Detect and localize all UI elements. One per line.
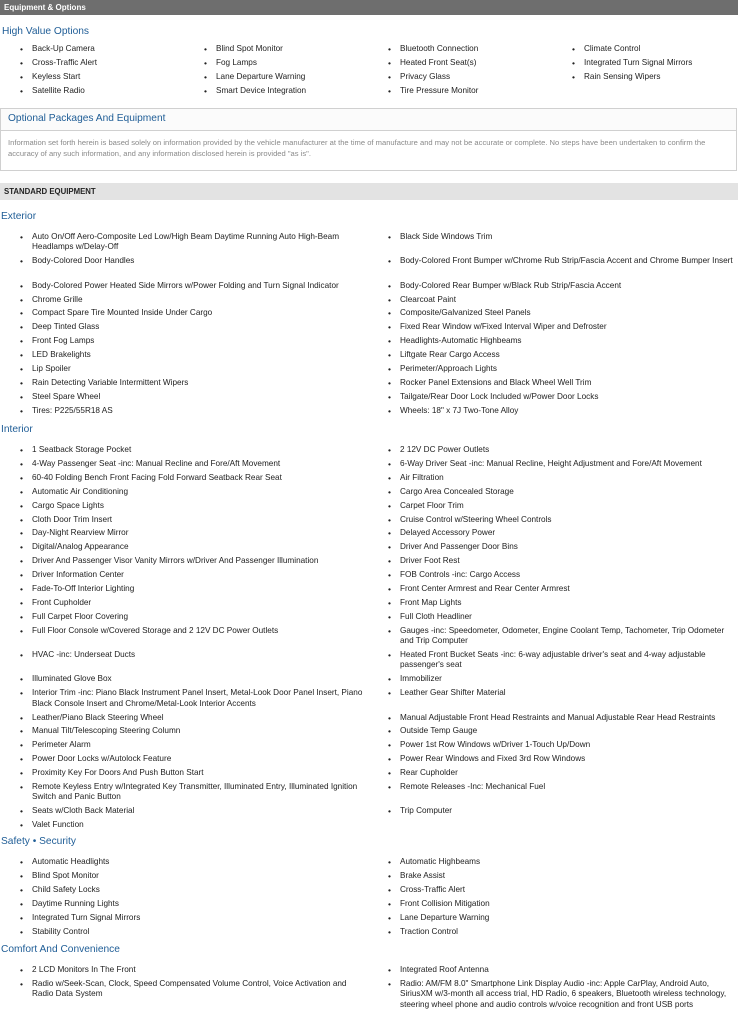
high-value-item: • Keyless Start bbox=[0, 72, 180, 86]
equipment-item: • Chrome Grille bbox=[0, 295, 367, 305]
high-value-options-title: High Value Options bbox=[2, 26, 90, 37]
equipment-item: • Headlights-Automatic Highbeams bbox=[368, 336, 737, 346]
equipment-item: • LED Brakelights bbox=[0, 350, 367, 360]
equipment-item: • Leather/Piano Black Steering Wheel bbox=[0, 713, 367, 723]
high-value-column bbox=[0, 44, 180, 100]
equipment-item: • Air Filtration bbox=[368, 473, 737, 483]
equipment-item: • Front Center Armrest and Rear Center Armrest bbox=[368, 584, 737, 594]
equipment-item: • Cruise Control w/Steering Wheel Controls bbox=[368, 515, 737, 525]
equipment-item: • Auto On/Off Aero-Composite Led Low/High Beam Daytime Running Auto High-Beam Headlamps w/Delay-Off bbox=[0, 232, 367, 253]
equipment-item: • Body-Colored Front Bumper w/Chrome Rub Strip/Fascia Accent and Chrome Bumper Insert bbox=[368, 256, 737, 266]
high-value-item: • Bluetooth Connection bbox=[368, 44, 548, 58]
equipment-item: • Power 1st Row Windows w/Driver 1-Touch Up/Down bbox=[368, 740, 737, 750]
equipment-item: • Front Collision Mitigation bbox=[368, 899, 737, 909]
equipment-item: • Body-Colored Rear Bumper w/Black Rub Strip/Fascia Accent bbox=[368, 281, 737, 291]
high-value-item: • Rain Sensing Wipers bbox=[552, 72, 732, 86]
optional-packages-header bbox=[0, 108, 737, 130]
equipment-item: • FOB Controls -inc: Cargo Access bbox=[368, 570, 737, 580]
equipment-item: • Carpet Floor Trim bbox=[368, 501, 737, 511]
equipment-item: • Deep Tinted Glass bbox=[0, 322, 367, 332]
equipment-item: • Tires: P225/55R18 AS bbox=[0, 406, 367, 416]
equipment-item: • Perimeter Alarm bbox=[0, 740, 367, 750]
equipment-item: • HVAC -inc: Underseat Ducts bbox=[0, 650, 367, 660]
equipment-item: • Digital/Analog Appearance bbox=[0, 542, 367, 552]
high-value-item: • Heated Front Seat(s) bbox=[368, 58, 548, 72]
equipment-item: • Interior Trim -inc: Piano Black Instrument Panel Insert, Metal-Look Door Panel Insert, Piano Black Console Insert and Chrome/Metal-Look Interior Accents bbox=[0, 688, 367, 709]
equipment-item: • Delayed Accessory Power bbox=[368, 528, 737, 538]
equipment-item: • Remote Releases -Inc: Mechanical Fuel bbox=[368, 782, 737, 792]
equipment-item: • Tailgate/Rear Door Lock Included w/Power Door Locks bbox=[368, 392, 737, 402]
equipment-options-bar: Equipment & Options bbox=[0, 0, 738, 15]
optional-packages-title: Optional Packages And Equipment bbox=[8, 113, 166, 124]
equipment-item: • Trip Computer bbox=[368, 806, 737, 816]
high-value-item: • Lane Departure Warning bbox=[184, 72, 364, 86]
high-value-column bbox=[184, 44, 364, 100]
equipment-item: • Front Fog Lamps bbox=[0, 336, 367, 346]
equipment-item: • 2 LCD Monitors In The Front bbox=[0, 965, 367, 975]
high-value-item: • Cross-Traffic Alert bbox=[0, 58, 180, 72]
equipment-item: • Valet Function bbox=[0, 820, 367, 830]
high-value-item: • Privacy Glass bbox=[368, 72, 548, 86]
equipment-item: • Daytime Running Lights bbox=[0, 899, 367, 909]
equipment-item: • Rocker Panel Extensions and Black Wheel Well Trim bbox=[368, 378, 737, 388]
equipment-item: • Wheels: 18" x 7J Two-Tone Alloy bbox=[368, 406, 737, 416]
equipment-item: • 4-Way Passenger Seat -inc: Manual Recline and Fore/Aft Movement bbox=[0, 459, 367, 469]
equipment-item: • Leather Gear Shifter Material bbox=[368, 688, 737, 698]
equipment-item: • Driver Foot Rest bbox=[368, 556, 737, 566]
equipment-item: • Full Carpet Floor Covering bbox=[0, 612, 367, 622]
high-value-item: • Back-Up Camera bbox=[0, 44, 180, 58]
equipment-item: • Fixed Rear Window w/Fixed Interval Wiper and Defroster bbox=[368, 322, 737, 332]
equipment-item: • Body-Colored Power Heated Side Mirrors w/Power Folding and Turn Signal Indicator bbox=[0, 281, 367, 291]
equipment-item: • Cargo Area Concealed Storage bbox=[368, 487, 737, 497]
high-value-item: • Tire Pressure Monitor bbox=[368, 86, 548, 100]
equipment-item: • Full Floor Console w/Covered Storage and 2 12V DC Power Outlets bbox=[0, 626, 367, 636]
equipment-item: • Illuminated Glove Box bbox=[0, 674, 367, 684]
equipment-item: • Driver Information Center bbox=[0, 570, 367, 580]
equipment-item: • Radio: AM/FM 8.0" Smartphone Link Display Audio -inc: Apple CarPlay, Android Auto, SiriusXM w/3-month all access trial, HD Radio, 6 speakers, Bluetooth wireless technology, steering wheel phone and audio controls w/voice recognition and front USB ports bbox=[368, 979, 737, 1010]
equipment-item: • Front Cupholder bbox=[0, 598, 367, 608]
equipment-item: • Integrated Roof Antenna bbox=[368, 965, 737, 975]
disclaimer-text: Information set forth herein is based solely on information provided by the vehicle manufacturer at the time of manufacture and may not be accurate or complete. No steps have been undertaken to confirm the accuracy of any such information, and any information disclosed herein is provided "as is". bbox=[0, 130, 737, 171]
equipment-item: • Front Map Lights bbox=[368, 598, 737, 608]
equipment-item: • Brake Assist bbox=[368, 871, 737, 881]
equipment-item: • Proximity Key For Doors And Push Button Start bbox=[0, 768, 367, 778]
equipment-item: • Child Safety Locks bbox=[0, 885, 367, 895]
equipment-item: • 2 12V DC Power Outlets bbox=[368, 445, 737, 455]
high-value-item: • Fog Lamps bbox=[184, 58, 364, 72]
equipment-item: • Outside Temp Gauge bbox=[368, 726, 737, 736]
high-value-column bbox=[368, 44, 548, 100]
equipment-item: • Radio w/Seek-Scan, Clock, Speed Compensated Volume Control, Voice Activation and Radio Data System bbox=[0, 979, 367, 1000]
equipment-item: • Gauges -inc: Speedometer, Odometer, Engine Coolant Temp, Tachometer, Trip Odometer and Trip Computer bbox=[368, 626, 737, 647]
equipment-item: • 1 Seatback Storage Pocket bbox=[0, 445, 367, 455]
equipment-item: • Cloth Door Trim Insert bbox=[0, 515, 367, 525]
equipment-item: • Fade-To-Off Interior Lighting bbox=[0, 584, 367, 594]
equipment-item: • Seats w/Cloth Back Material bbox=[0, 806, 367, 816]
equipment-item: • Compact Spare Tire Mounted Inside Under Cargo bbox=[0, 308, 367, 318]
section-title-interior: Interior bbox=[1, 424, 33, 435]
high-value-item: • Climate Control bbox=[552, 44, 732, 58]
equipment-item: • Rear Cupholder bbox=[368, 768, 737, 778]
equipment-item: • Automatic Air Conditioning bbox=[0, 487, 367, 497]
high-value-column bbox=[552, 44, 732, 86]
equipment-item: • Automatic Highbeams bbox=[368, 857, 737, 867]
high-value-item: • Integrated Turn Signal Mirrors bbox=[552, 58, 732, 72]
equipment-item: • Day-Night Rearview Mirror bbox=[0, 528, 367, 538]
high-value-item: • Satellite Radio bbox=[0, 86, 180, 100]
equipment-item: • Manual Tilt/Telescoping Steering Column bbox=[0, 726, 367, 736]
equipment-item: • Rain Detecting Variable Intermittent Wipers bbox=[0, 378, 367, 388]
equipment-item: • Driver And Passenger Door Bins bbox=[368, 542, 737, 552]
equipment-item: • Cross-Traffic Alert bbox=[368, 885, 737, 895]
equipment-item: • Perimeter/Approach Lights bbox=[368, 364, 737, 374]
equipment-item: • Integrated Turn Signal Mirrors bbox=[0, 913, 367, 923]
equipment-item: • Steel Spare Wheel bbox=[0, 392, 367, 402]
equipment-item: • 60-40 Folding Bench Front Facing Fold Forward Seatback Rear Seat bbox=[0, 473, 367, 483]
equipment-item: • Automatic Headlights bbox=[0, 857, 367, 867]
equipment-item: • Lane Departure Warning bbox=[368, 913, 737, 923]
equipment-item: • Liftgate Rear Cargo Access bbox=[368, 350, 737, 360]
high-value-options-grid bbox=[0, 44, 738, 100]
equipment-item: • Lip Spoiler bbox=[0, 364, 367, 374]
equipment-item: • Full Cloth Headliner bbox=[368, 612, 737, 622]
equipment-item: • Blind Spot Monitor bbox=[0, 871, 367, 881]
section-title-comfort-convenience: Comfort And Convenience bbox=[1, 944, 120, 955]
equipment-item: • Clearcoat Paint bbox=[368, 295, 737, 305]
standard-equipment-header: STANDARD EQUIPMENT bbox=[0, 183, 738, 200]
equipment-item: • Traction Control bbox=[368, 927, 737, 937]
high-value-item: • Smart Device Integration bbox=[184, 86, 364, 100]
equipment-item: • Stability Control bbox=[0, 927, 367, 937]
equipment-item: • Black Side Windows Trim bbox=[368, 232, 737, 242]
equipment-item: • Power Door Locks w/Autolock Feature bbox=[0, 754, 367, 764]
equipment-item: • Heated Front Bucket Seats -inc: 6-way adjustable driver's seat and 4-way adjustable passenger's seat bbox=[368, 650, 737, 671]
equipment-item: • Manual Adjustable Front Head Restraints and Manual Adjustable Rear Head Restraints bbox=[368, 713, 737, 723]
equipment-item: • Remote Keyless Entry w/Integrated Key Transmitter, Illuminated Entry, Illuminated Ignition Switch and Panic Button bbox=[0, 782, 367, 803]
equipment-item: • 6-Way Driver Seat -inc: Manual Recline, Height Adjustment and Fore/Aft Movement bbox=[368, 459, 737, 469]
high-value-item: • Blind Spot Monitor bbox=[184, 44, 364, 58]
equipment-item: • Body-Colored Door Handles bbox=[0, 256, 367, 266]
equipment-item: • Power Rear Windows and Fixed 3rd Row Windows bbox=[368, 754, 737, 764]
equipment-item: • Driver And Passenger Visor Vanity Mirrors w/Driver And Passenger Illumination bbox=[0, 556, 367, 566]
section-title-exterior: Exterior bbox=[1, 211, 37, 222]
section-title-safety-security: Safety • Security bbox=[1, 836, 76, 847]
equipment-item: • Composite/Galvanized Steel Panels bbox=[368, 308, 737, 318]
equipment-item: • Cargo Space Lights bbox=[0, 501, 367, 511]
equipment-item: • Immobilizer bbox=[368, 674, 737, 684]
